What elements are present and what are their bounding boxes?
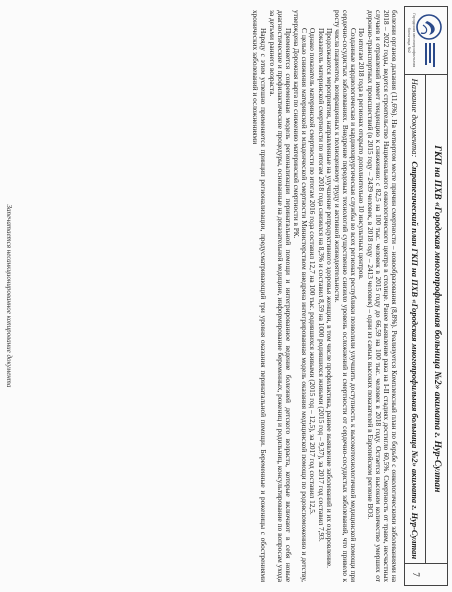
document-header — [404, 6, 448, 586]
body-text — [251, 10, 398, 582]
document-name-row — [405, 75, 426, 563]
paragraph: Продолжаются мероприятия, направленные на улучшение репродуктивного здоровья женщин, в том числе профилактика, раннее выявление заболеваний и их оздоровление. — [324, 28, 334, 568]
paragraph: С целью снижения материнской и младенческой смертности Министерством внедрена интегрированная модель оказания медицинской помощи по родовспоможению и детству, утверждена Дорожная карта по снижению материнской смертности в РК. — [292, 10, 310, 582]
header-center — [405, 75, 447, 563]
document-name-label: Название документа: — [410, 78, 421, 158]
paragraph: болезни органов дыхания (11,6%). На четвертом месте причин смертности – новообразования (8,8%). Реализуется Комплексный план по борьбе с онкологическими заболеваниями на 2018 – 2022 годы, ведется строительство Национального онкологического центра в столице. Ранее выявление рака на I-II стадиях достигло 60,5%. Смертность от травм, несчастных случаев и отравлений имеет тенденцию к снижению: с 82,5 на 100 тыс. человек в 2015 году до 66,59 на 100 тыс. человек в 2018 году. Остается высоким количество умерших от дорожно-транспортных происшествий (в 2015 году – 2439 человек, в 2018 году – 2413 человек) – одни из самых высоких показателей в Европейском регионе ВОЗ. — [365, 10, 399, 582]
paragraph: Показатель материнской смертности по итогам 2018 года снизился на 8,3% и составил 8,59 на 1000 родившихся живыми (2015 год – 9,37), за 2017 год составил 7,93. — [316, 28, 326, 542]
organization-title: ГКП на ПХВ «Городская многопрофильная больница №2» акимата г. Нур-Султан — [426, 75, 448, 563]
paragraph: Созданные кардиологическая и кардиохирургическая службы во всех регионах республики позволили улучшить доступность к высокотехнологичной медицинской помощи при сердечно-сосудистых заболеваниях. Внедрение передовых технологий существенно снизило уровень осложнений и смертности от сердечно-сосудистых заболеваний, что привело к росту числа пациентов, возвращенных к полноценному труду и активной жизнедеятельности. — [332, 10, 359, 582]
logo-caption: Городская многопрофильная больница №2 — [407, 13, 417, 68]
hospital-logo-icon — [415, 13, 443, 69]
paragraph: По итогам 2018 года в регионах открыто дополнительно 10 инсультных центров. — [357, 28, 367, 280]
paragraph: Наряду с этим успешно применяется принцип регионализации, предусматривающий три уровня оказания перинатальной помощи. Беременные и роженицы с обострениями хронических заболеваний и осложнениями — [251, 10, 269, 582]
document-name-value: Стратегический план ГКП на ПХВ «Городская многопрофильная больница №2» акимата г. Нур-Султан — [410, 161, 421, 560]
paragraph: Однако показатель материнской смертности по итогам 2016 года составил 12,7 на 100 тыс. родившихся живыми (2015 год – 12,5), за 2017 год составил 12,5. — [308, 28, 318, 515]
paragraph: Применяется современная модель регионализации перинатальной помощи и интегрированное ведение болезней детского возраста, которые включают в себя новые диагностические и профилактические процедуры, основанные на доказательной медицине, информирование беременных, рожениц и родильниц, консультирование по вопросам ухода за детьми раннего возраста. — [267, 10, 293, 582]
footer-note: Запечатается несанкционированное копирование документа — [5, 204, 13, 388]
page-number: 7 — [405, 563, 447, 585]
logo-cell — [405, 7, 447, 75]
